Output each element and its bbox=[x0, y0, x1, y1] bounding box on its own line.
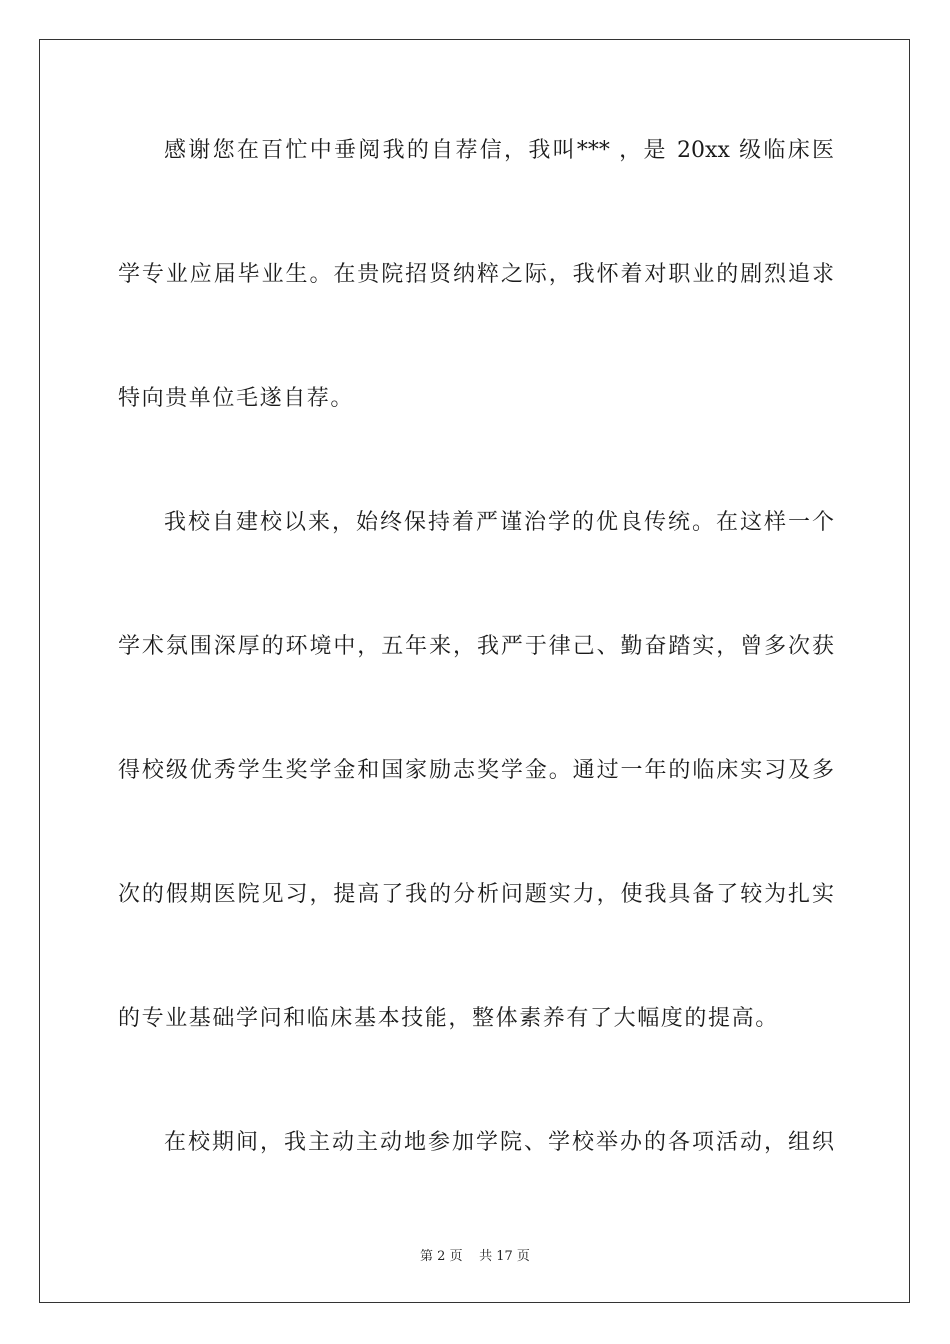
page-footer bbox=[0, 1248, 950, 1266]
page-total: 共 17 页 bbox=[479, 1249, 530, 1264]
paragraph-1-line-1: 感谢您在百忙中垂阅我的自荐信，我叫*** ，是 20xx 级临床医 bbox=[164, 138, 834, 163]
paragraph-2-line-2: 学术氛围深厚的环境中，五年来，我严于律己、勤奋踏实，曾多次获 bbox=[118, 634, 834, 659]
paragraph-1-line-3: 特向贵单位毛遂自荐。 bbox=[118, 386, 355, 411]
paragraph-2-line-4: 次的假期医院见习，提高了我的分析问题实力，使我具备了较为扎实 bbox=[118, 882, 834, 907]
paragraph-2-line-1: 我校自建校以来，始终保持着严谨治学的优良传统。在这样一个 bbox=[164, 510, 834, 535]
page-number: 第 2 页 bbox=[420, 1249, 463, 1264]
paragraph-1-line-2: 学专业应届毕业生。在贵院招贤纳粹之际，我怀着对职业的剧烈追求 bbox=[118, 262, 834, 287]
paragraph-2-line-3: 得校级优秀学生奖学金和国家励志奖学金。通过一年的临床实习及多 bbox=[118, 758, 834, 783]
paragraph-3-line-1: 在校期间，我主动主动地参加学院、学校举办的各项活动，组织 bbox=[164, 1130, 834, 1155]
paragraph-2-line-5: 的专业基础学问和临床基本技能，整体素养有了大幅度的提高。 bbox=[118, 1006, 779, 1031]
page-frame bbox=[39, 39, 910, 1303]
